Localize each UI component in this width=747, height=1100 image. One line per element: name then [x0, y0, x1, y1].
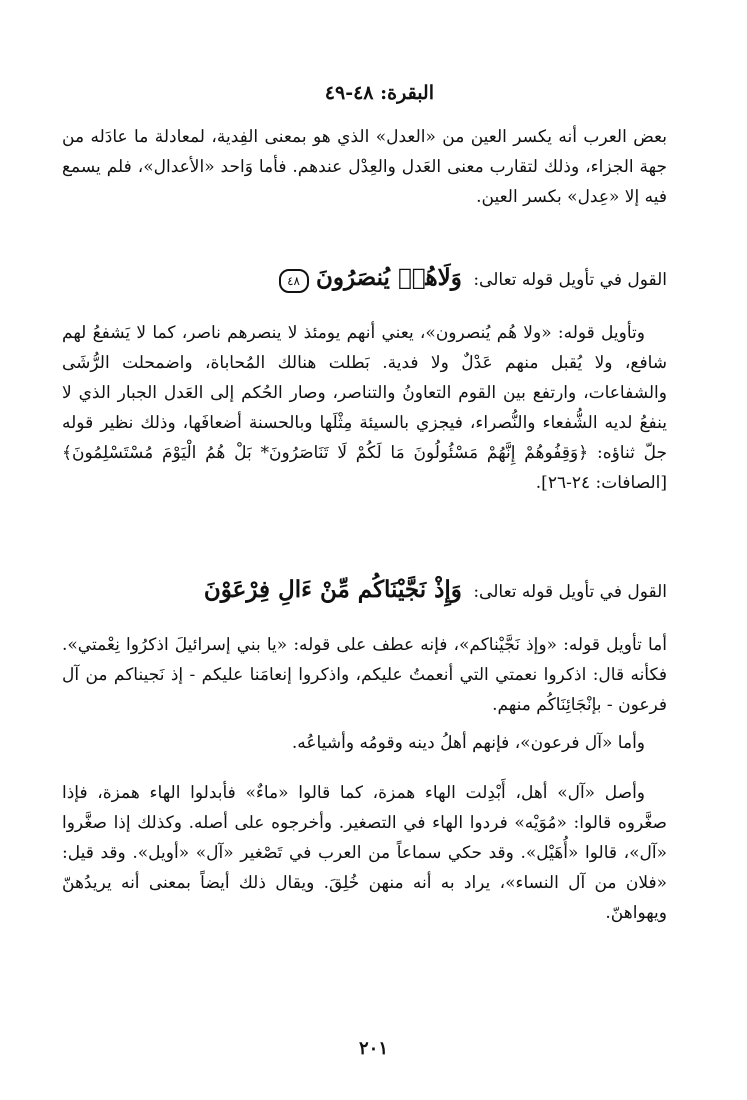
page-header: البقرة: ٤٨-٤٩ [324, 82, 434, 104]
paragraph-5 [62, 778, 667, 928]
paragraph-3 [62, 630, 667, 720]
ayah-number-marker: ٤٨ [279, 269, 309, 293]
paragraph-3-text: أما تأويل قوله: «وإذ نَجَّيْناكم»، فإنه عطف على قوله: «يا بني إسرائيلَ اذكرُوا نِعْمتي». فكأنه قال: اذكروا نعمتي التي أنعمتُ عليكم، واذكروا إنعامَنا عليكم - إذ نَجيناكم من آل فرعون - بإنْجَائِنَاكُم منهم. [62, 635, 668, 715]
paragraph-4-text: وأما «آل فرعون»، فإنهم أهلُ دينه وقومُه وأشياعُه. [291, 733, 645, 753]
section-heading-1 [62, 264, 667, 293]
paragraph-5-text: وأصل «آل» أهل، أَبْدِلت الهاء همزة، كما قالوا «ماءٌ» فأبدلوا الهاء همزة، فإذا صغَّروه قالوا: «مُوَيْه» فردوا الهاء في التصغير. وأخرجوه على أصله. وكذلك إذا صغَّروا «آل»، قالوا «أُهَيْل». وقد حكي سماعاً من العرب في تَصْغير «آل» «أويل». وقد قيل: «فلان من آل النساء»، يراد به أنه منهن خُلِقَ. ويقال ذلك أيضاً بمعنى أنه يريدُهنّ ويهواهنّ. [62, 783, 667, 923]
heading-2-prefix: القول في تأويل قوله تعالى: [473, 582, 667, 602]
paragraph-4 [62, 728, 667, 758]
heading-1-prefix: القول في تأويل قوله تعالى: [473, 270, 667, 290]
heading-2-verse: وَإِذْ نَجَّيْنَاكُم مِّنْ ءَالِ فِرْعَوْنَ [203, 576, 462, 603]
paragraph-2-text: وتأويل قوله: «ولا هُم يُنصرون»، يعني أنهم يومئذ لا ينصرهم ناصر، كما لا يَشفعُ لهم شافع، ولا يُقبل منهم عَدْلٌ ولا فدية. بَطلت هنالك المُحاباة، واضمحلت الرُّشَى والشفاعات، وارتفع بين القوم التعاونُ والتناصر، وصار الحُكم إلى العَدل الجبار الذي لا ينفعُ لديه الشُّفعاء والنُّصراء، فيجزي بالسيئة مِثْلَها وبالحسنة أضعافَها، وذلك نظير قوله جلّ ثناؤه: ﴿وَقِفُوهُمْ إِنَّهُمْ مَسْئُولُونَ مَا لَكُمْ لَا تَنَاصَرُونَ* بَلْ هُمُ الْيَوْمَ مُسْتَسْلِمُونَ﴾ [الصافات: ٢٤-٢٦]. [62, 323, 667, 493]
paragraph-2 [62, 318, 667, 498]
page-number: ٢٠١ [358, 1038, 388, 1059]
paragraph-1-text: بعض العرب أنه يكسر العين من «العدل» الذي هو بمعنى الفِدية، لمعادلة ما عادَله من جهة الجزاء، وذلك لتقارب معنى العَدل والعِدْل عندهم. فأما وَاحد «الأعدال»، فلم يسمع فيه إلا «عِدل» بكسر العين. [62, 127, 667, 207]
heading-1-verse: وَلَاهُمۡ يُنصَرُونَ [315, 264, 462, 291]
section-heading-2 [62, 576, 667, 603]
paragraph-1 [62, 122, 667, 212]
